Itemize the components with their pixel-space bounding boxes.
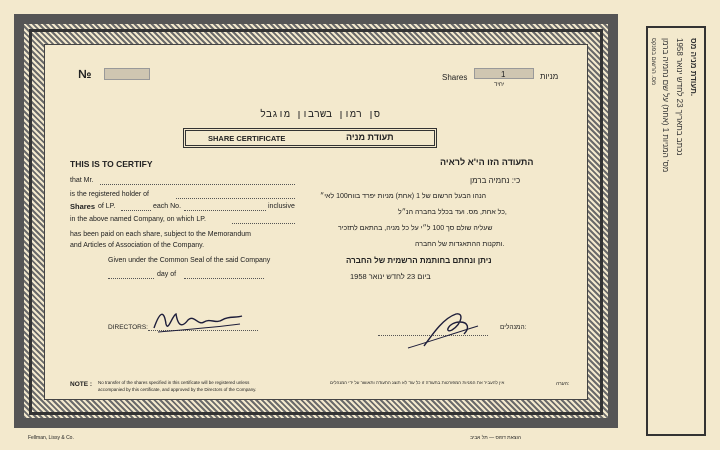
lp-line [121,210,151,211]
certificate-number-box [104,68,150,80]
hebrew-date-text: ביום 23 לחדש ינואר 1958 [350,272,431,281]
day-line [108,278,154,279]
number-range-line [184,210,266,211]
hebrew-signature [404,308,484,352]
hebrew-printer: הוצאת דפוס — תל אביב [470,435,521,441]
directors-label: DIRECTORS: [108,324,148,331]
printer-name: Fellman, Lissy & Co. [28,435,74,441]
shares-written: יחיד [494,82,505,88]
director-signature [150,306,245,338]
hebrew-paid-text: שעליה שולם סך 100 ל״י על כל מניה, בהתאם לתזכיר [338,225,493,232]
day-of: day of [157,271,177,278]
hebrew-holder-name: כי: נחמיה ברמן [470,176,521,185]
each-no: each No. [153,203,182,210]
stub-line-1: תעודת מניה מס. [689,38,698,97]
registered-holder-text: is the registered holder of [70,191,149,198]
shares-count-box [474,68,534,79]
paid-amount-line [232,223,295,224]
shares-label-hebrew: מניות [540,72,559,81]
number-label: № [78,67,92,81]
title-frame [185,130,435,146]
given-text: Given under the Common Seal of the said Company [108,257,271,264]
month-line [184,278,264,279]
hebrew-note-label: הערה: [556,381,570,387]
hebrew-directors-label: המנהלים: [500,324,527,331]
certify-heading: THIS IS TO CERTIFY [70,159,153,169]
note-label: NOTE : [70,381,93,388]
of-lp: of LP. [98,203,116,210]
hebrew-holder-text: הנהו הבעל הרשום של 1 (אחת) מניות יפרד בווח100 לאי״ [320,193,487,200]
stub-line-4: מס. הרשום בפנקס [650,38,656,86]
holder-name-line [100,184,295,185]
paid-text-1: has been paid on each share, subject to the Memorandum [70,231,251,238]
shares-count: 1 [501,70,506,79]
note-text-1: No transfer of the shares specified in this certificate will be registered unless [98,380,250,385]
hebrew-each-text: כל אחת, מס. ועד בכלל בחברה הנ״ל, [398,209,507,216]
hebrew-articles-text: ותקנות ההתאגדות של החברה. [415,241,505,248]
shares-label: Shares [442,73,468,82]
title-english: SHARE CERTIFICATE [208,134,286,143]
stub-line-3: מס' המניות 1 (אחת) על שם נחמיה ברמן [661,38,670,173]
holder-count-line [176,198,295,199]
paid-text-2: and Articles of Association of the Company. [70,242,205,249]
note-text-2: accompanied by this certificate, and approved by the Directors of the Company. [98,387,257,392]
shares-word: Shares [70,202,96,211]
title-hebrew: תעודת מניה [346,132,394,142]
company-name: סן רמון בשרבון מוגבל [260,110,381,121]
stub-line-2: נכתב בתאריך 23 לחדש ינואר 1958 [675,38,684,156]
hebrew-certify: התעודה הזו הי'א לראיה [440,157,534,167]
inclusive: inclusive [268,203,295,210]
hebrew-given-text: ניתן ונחתם בחותמת הרשמית של החברה [346,256,492,265]
counterfoil-stub [646,26,706,436]
that-mr: that Mr. [70,177,94,184]
above-named-text: in the above named Company, on which LP. [70,216,206,223]
hebrew-note-text: אין להעביר את המניות המפורטות בתעודה זו כל עוד לא תוצג התעודה ותאושר על ידי המנהלים [330,380,505,385]
